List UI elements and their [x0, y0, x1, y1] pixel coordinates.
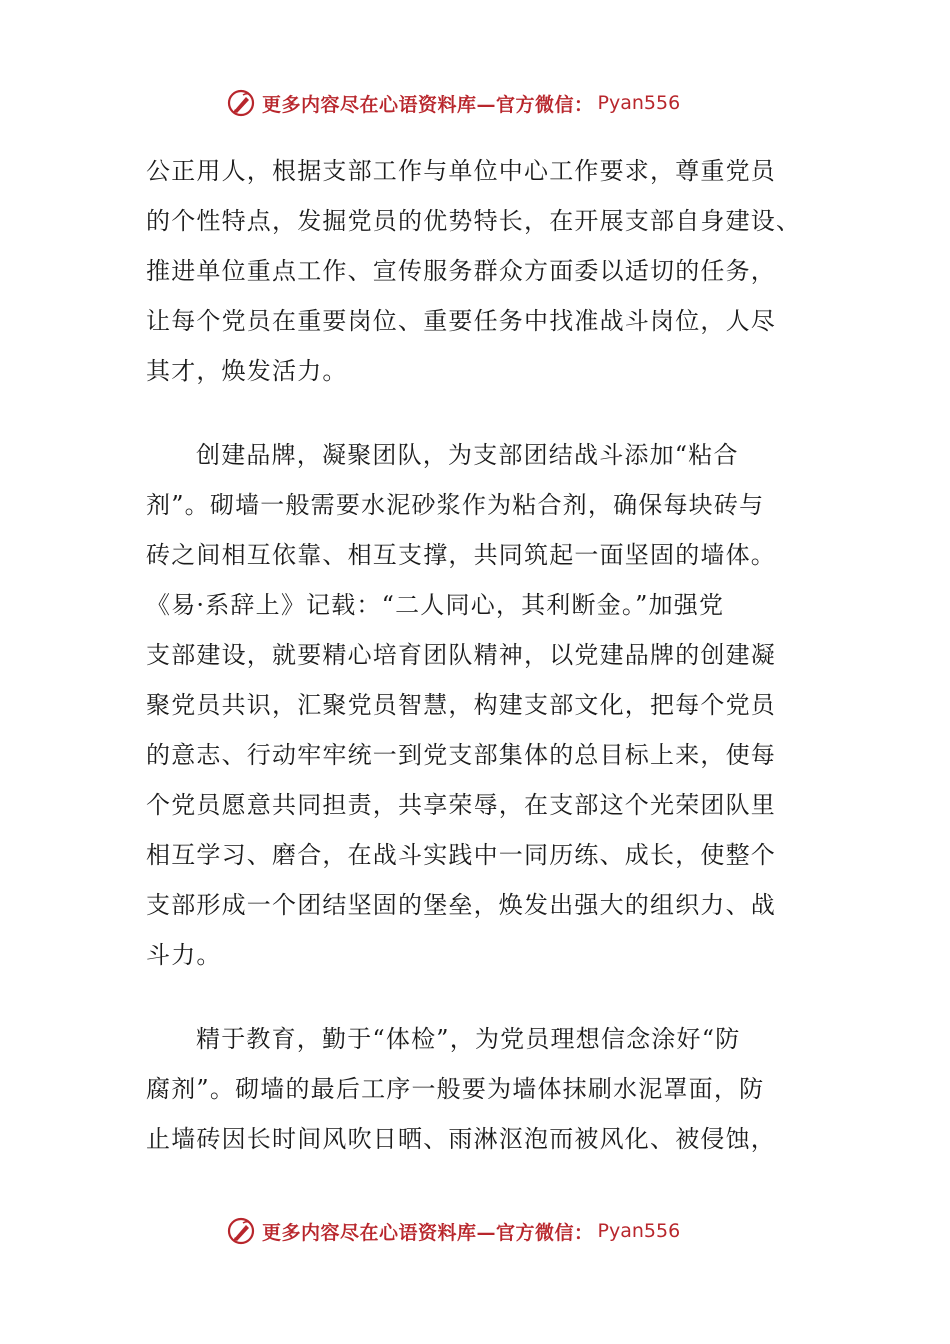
header-banner-text: 更多内容尽在心语资料库—官方微信： [262, 93, 594, 116]
paragraph-line: 精于教育，勤于“体检”，为党员理想信念涂好“防 [196, 1025, 741, 1053]
footer-banner-text: 更多内容尽在心语资料库—官方微信： [262, 1221, 594, 1244]
header-wechat-id: Pyan556 [597, 92, 681, 114]
paragraph-line: 聚党员共识，汇聚党员智慧，构建支部文化，把每个党员 [146, 691, 776, 719]
paragraph-line: 的意志、行动牢牢统一到党支部集体的总目标上来，使每 [146, 741, 776, 769]
paragraph-line: 支部建设，就要精心培育团队精神，以党建品牌的创建凝 [146, 641, 776, 669]
paragraph-line: 相互学习、磨合，在战斗实践中一同历练、成长，使整个 [146, 841, 776, 869]
paragraph-line: 斗力。 [146, 941, 222, 969]
header-banner [226, 86, 746, 120]
pen-logo-icon [226, 1216, 256, 1246]
paragraph-line: 止墙砖因长时间风吹日晒、雨淋沤泡而被风化、被侵蚀， [146, 1125, 776, 1153]
paragraph-line: 让每个党员在重要岗位、重要任务中找准战斗岗位，人尽 [146, 307, 776, 335]
pen-logo-icon [226, 88, 256, 118]
paragraph-2 [146, 430, 796, 980]
paragraph-line: 其才，焕发活力。 [146, 357, 348, 385]
paragraph-1 [146, 146, 802, 396]
paragraph-line: 砖之间相互依靠、相互支撑，共同筑起一面坚固的墙体。 [146, 541, 776, 569]
paragraph-line: 个党员愿意共同担责，共享荣辱，在支部这个光荣团队里 [146, 791, 776, 819]
paragraph-line: 的个性特点，发掘党员的优势特长，在开展支部自身建设、 [146, 207, 802, 235]
paragraph-line: 腐剂”。砌墙的最后工序一般要为墙体抹刷水泥罩面，防 [146, 1075, 765, 1103]
paragraph-3 [146, 1014, 796, 1164]
footer-banner [226, 1214, 746, 1248]
document-body [146, 146, 802, 1164]
paragraph-line: 剂”。砌墙一般需要水泥砂浆作为粘合剂，确保每块砖与 [146, 491, 765, 519]
paragraph-line: 支部形成一个团结坚固的堡垒，焕发出强大的组织力、战 [146, 891, 776, 919]
paragraph-line: 公正用人，根据支部工作与单位中心工作要求，尊重党员 [146, 157, 776, 185]
paragraph-line: 创建品牌，凝聚团队，为支部团结战斗添加“粘合 [196, 441, 739, 469]
footer-wechat-id: Pyan556 [597, 1220, 681, 1242]
paragraph-line: 推进单位重点工作、宣传服务群众方面委以适切的任务， [146, 257, 776, 285]
paragraph-line: 《易·系辞上》记载：“二人同心，其利断金。”加强党 [146, 591, 725, 619]
